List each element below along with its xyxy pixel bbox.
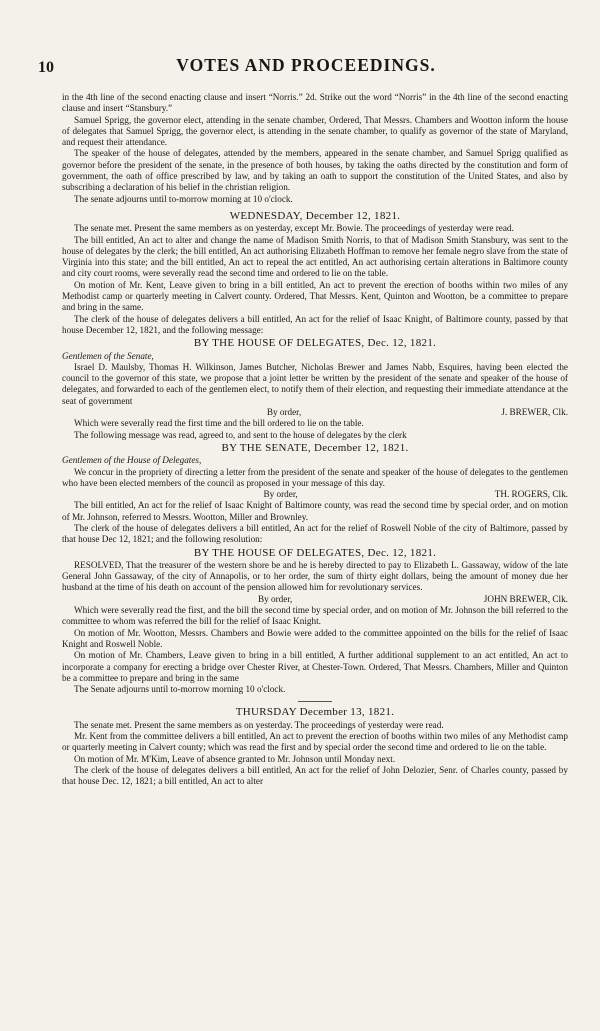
section-heading: WEDNESDAY, December 12, 1821. xyxy=(229,209,401,222)
paragraph: The clerk of the house of delegates delivers a bill entitled, An act for the relief of Roswell Noble of the city of Baltimore, passed by that house Dec 12, 1821; and the following resolution: xyxy=(62,522,568,545)
paragraph: in the 4th line of the second enacting clause and insert “Norris.” 2d. Strike out the word “Norris” in the 4th line of the second enacting clause and insert “Stansbury.” xyxy=(62,92,568,114)
paragraph: The following message was read, agreed to, and sent to the house of delegates by the clerk xyxy=(74,429,407,440)
paragraph: The bill entitled, An act to alter and change the name of Madison Smith Norris, to that of Madison Smith Stansbury, was sent to the house of delegates by the clerk; the bill entitled, An act authorising Elizabeth Hoffman to remove her female negro slave from the state of Virginia into this state; and the bill entitled, An act to repeal the act entitled, An act authorising certain alterations in Baltimore county and city court rooms, were severally read the second time and ordered to lie on the table. xyxy=(62,234,568,279)
section-heading: BY THE HOUSE OF DELEGATES, Dec. 12, 1821. xyxy=(193,337,437,350)
paragraph: On motion of Mr. Kent, Leave given to bring in a bill entitled, An act to prevent the erection of booths within two miles of any Methodist camp or quarterly meeting in Calvert county. Ordered, That Messrs. Kent, Quinton and Wootton, be a committee to prepare and bring in the same. xyxy=(62,279,568,313)
paragraph: On motion of Mr. M'Kim, Leave of absence granted to Mr. Johnson until Monday next. xyxy=(74,753,396,764)
paragraph: On motion of Mr. Wootton, Messrs. Chambers and Bowie were added to the committee appointed on the bills for the relief of Isaac Knight and Roswell Noble. xyxy=(62,627,568,649)
paragraph: Which were severally read the first time and the bill ordered to lie on the table. xyxy=(74,418,364,429)
salutation: Gentlemen of the Senate, xyxy=(62,350,154,361)
section-heading: THURSDAY December 13, 1821. xyxy=(235,706,395,719)
paragraph: Samuel Sprigg, the governor elect, attending in the senate chamber, Ordered, That Messrs. Chambers and Wootton inform the house of delegates that Samuel Sprigg, the governor elect, is attending in the senate chamber, to qualify as governor of the state of Maryland, and request their attendance. xyxy=(62,114,568,148)
signature-line xyxy=(62,489,568,500)
page-title: VOTES AND PROCEEDINGS. xyxy=(176,55,436,75)
paragraph: The clerk of the house of delegates delivers a bill entitled, An act for the relief of Isaac Knight, of Baltimore county, passed by that house December 12, 1821, and the following message: xyxy=(62,313,568,335)
paragraph: The Senate adjourns until to-morrow morning 10 o'clock. xyxy=(74,684,286,695)
paragraph: RESOLVED, That the treasurer of the western shore be and he is hereby directed to pay to Elizabeth L. Gassaway, widow of the late General John Gassaway, of the city of Annapolis, or to her order, the sum of thirty eight dollars, being the amount of money due her husband at the time of his death on account of the pension allowed him for revolutionary services. xyxy=(62,559,568,593)
signature-order: By order, xyxy=(263,489,298,500)
signature-name: TH. ROGERS, Clk. xyxy=(494,489,568,500)
section-heading: BY THE HOUSE OF DELEGATES, Dec. 12, 1821. xyxy=(193,546,437,559)
signature-line xyxy=(62,594,568,605)
salutation: Gentlemen of the House of Delegates, xyxy=(62,455,202,466)
paragraph: The bill entitled, An act for the relief of Isaac Knight of Baltimore county, was read the second time by special order, and on motion of Mr. Johnson, referred to Messrs. Wootton, Miller and Brownley. xyxy=(62,500,568,522)
signature-name: JOHN BREWER, Clk. xyxy=(483,593,568,604)
page-header xyxy=(38,55,574,82)
signature-name: J. BREWER, Clk. xyxy=(501,407,568,418)
signature-order: By order, xyxy=(266,407,302,418)
paragraph: The senate met. Present the same members as on yesterday. The proceedings of yesterday were read. xyxy=(74,719,444,730)
signature-order: By order, xyxy=(258,593,293,604)
paragraph: The speaker of the house of delegates, attended by the members, appeared in the senate chamber, and Samuel Sprigg qualified as governor before the president of the senate, in the presence of both houses, by taking the oaths directed by the constitution and form of government, the oath of office prescribed by law, and by taking an oath to support the constitution of the United States, and also by subscribing a declaration of his belief in the christian religion. xyxy=(62,148,568,193)
signature-line xyxy=(62,407,568,418)
paragraph: The senate met. Present the same members as on yesterday, except Mr. Bowie. The proceedings of yesterday were read. xyxy=(74,223,514,234)
section-heading: BY THE SENATE, December 12, 1821. xyxy=(221,441,409,454)
paragraph: The senate adjourns until to-morrow morning at 10 o'clock. xyxy=(74,193,293,204)
paragraph: We concur in the propriety of directing a letter from the president of the senate and speaker of the house of delegates to the gentlemen who have been elected members of the council as proposed in your message of this day. xyxy=(62,466,568,488)
paragraph: The clerk of the house of delegates delivers a bill entitled, An act for the relief of John Delozier, Senr. of Charles county, passed by that house Dec. 12, 1821; a bill entitled, An act to alter xyxy=(62,764,568,787)
paragraph: Mr. Kent from the committee delivers a bill entitled, An act to prevent the erection of booths within two miles of any Methodist camp or quarterly meeting in Calvert county; which was read the first and by special order the second time and ordered to lie on the table. xyxy=(62,731,568,753)
paragraph: On motion of Mr. Chambers, Leave given to bring in a bill entitled, A further additional supplement to an act entitled, An act to incorporate a company for erecting a bridge over Chester River, at Chester-Town. Ordered, That Messrs. Chambers, Miller and Quinton be a committee to prepare and bring in the same xyxy=(62,650,568,683)
paragraph: Which were severally read the first, and the bill the second time by special order, and on motion of Mr. Johnson the bill referred to the committee to whom was referred the bill for the relief of Isaac Knight. xyxy=(62,605,568,627)
paragraph: Israel D. Maulsby, Thomas H. Wilkinson, James Butcher, Nicholas Brewer and James Nabb, Esquires, having been elected the council to the governor of this state, we propose that a joint letter be written by the president of the senate and speaker of the house of delegates, and forwarded to each of the gentlemen elect, to notify them of their election, and requesting their immediate attendance at the seat of government xyxy=(62,361,568,406)
section-divider xyxy=(298,701,332,702)
page-number: 10 xyxy=(38,59,54,76)
document-body xyxy=(62,92,568,788)
